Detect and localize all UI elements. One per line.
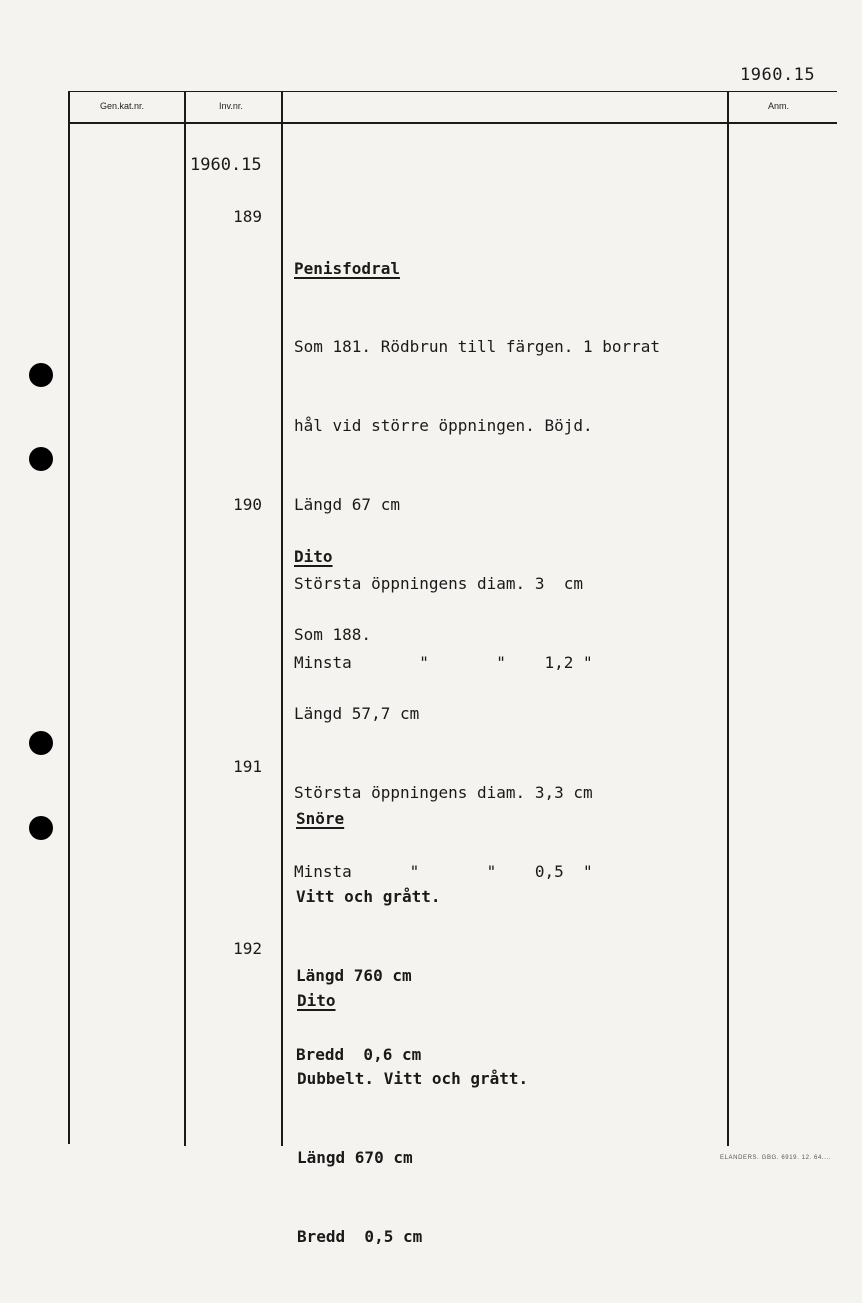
entry-title: Snöre bbox=[296, 808, 345, 828]
entry-line: Som 188. bbox=[294, 625, 372, 645]
column-header-inv: Inv.nr. bbox=[219, 101, 243, 111]
entry-line: Minsta " " 1,2 " bbox=[294, 653, 593, 673]
entry-line: Största öppningens diam. 3 cm bbox=[294, 574, 583, 594]
inventory-number: 191 bbox=[233, 757, 262, 776]
entry-line: Längd 67 cm bbox=[294, 495, 400, 515]
punch-hole bbox=[29, 363, 53, 387]
entry-line: Största öppningens diam. 3,3 cm bbox=[294, 783, 593, 803]
entry-line: Bredd 0,6 cm bbox=[296, 1045, 422, 1065]
punch-hole bbox=[29, 816, 53, 840]
inventory-number: 192 bbox=[233, 939, 262, 958]
column-divider bbox=[281, 91, 283, 1146]
punch-hole bbox=[29, 447, 53, 471]
entry-line: Längd 760 cm bbox=[296, 966, 412, 986]
entry-line: Bredd 0,5 cm bbox=[297, 1227, 423, 1247]
catalog-number: 1960.15 bbox=[190, 155, 262, 175]
column-header-gen-kat: Gen.kat.nr. bbox=[100, 101, 145, 111]
entry-line: Dubbelt. Vitt och grått. bbox=[297, 1069, 529, 1089]
entry-title: Dito bbox=[294, 546, 333, 566]
page-number: 1960.15 bbox=[740, 65, 816, 85]
entry-line: hål vid större öppningen. Böjd. bbox=[294, 416, 593, 436]
inventory-number: 189 bbox=[233, 207, 262, 226]
column-divider bbox=[727, 91, 729, 1146]
entry-line: Som 181. Rödbrun till färgen. 1 borrat bbox=[294, 337, 661, 357]
column-divider bbox=[68, 91, 70, 1144]
entry-line: Längd 670 cm bbox=[297, 1148, 413, 1168]
entry-line: Längd 57,7 cm bbox=[294, 704, 420, 724]
column-divider bbox=[184, 91, 186, 1146]
entry-title: Dito bbox=[297, 990, 336, 1010]
column-header-anm: Anm. bbox=[768, 101, 790, 111]
printer-mark: ELANDERS. GBG. 6919. 12. 64.... bbox=[720, 1155, 831, 1161]
entry-line: Minsta " " 0,5 " bbox=[294, 862, 593, 882]
inventory-number: 190 bbox=[233, 495, 262, 514]
entry-title: Penisfodral bbox=[294, 258, 400, 278]
punch-hole bbox=[29, 731, 53, 755]
entry-text bbox=[297, 935, 528, 1303]
entry-line: Vitt och grått. bbox=[296, 887, 441, 907]
